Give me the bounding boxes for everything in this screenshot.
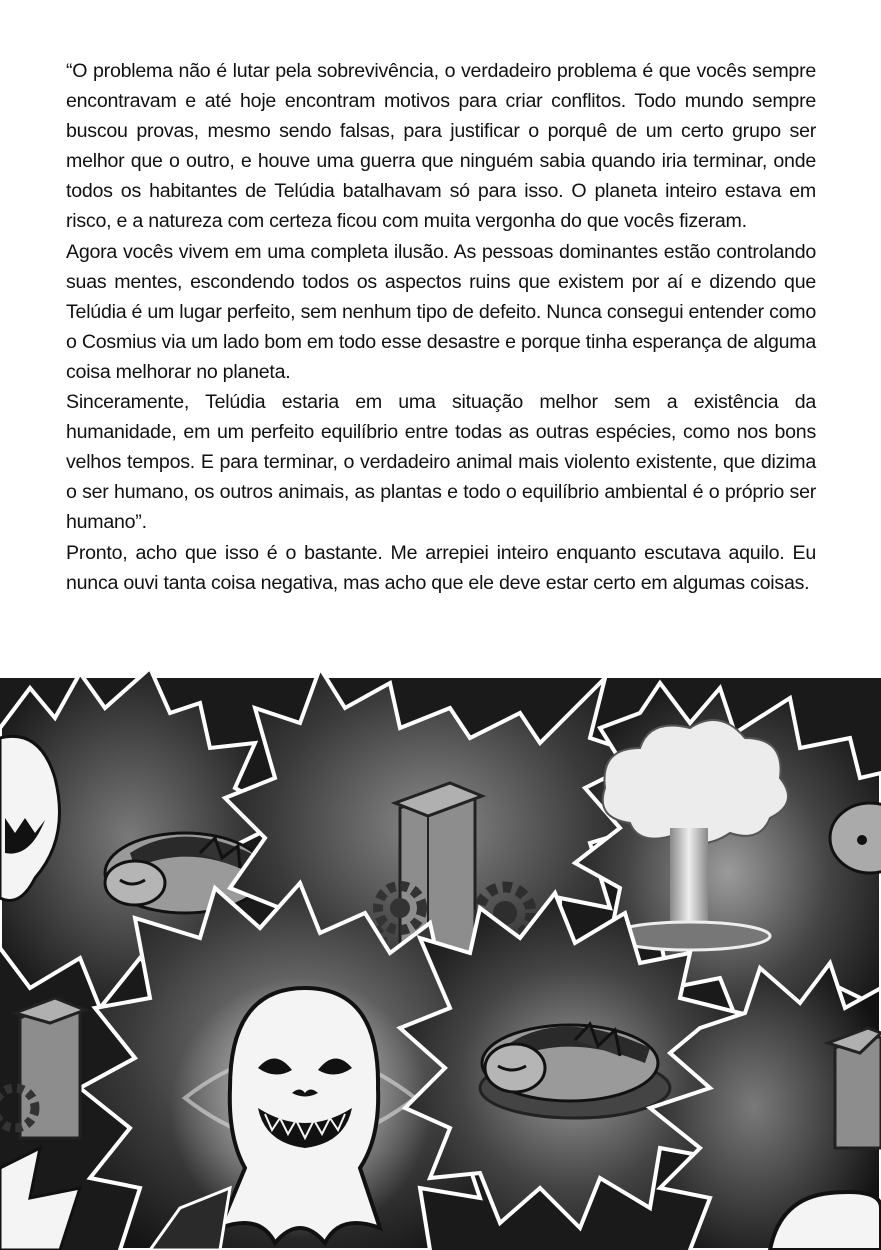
factory-chimney-icon	[828, 1028, 881, 1148]
paragraph-3: Sinceramente, Telúdia estaria em uma situação melhor sem a existência da humanidade, em um perfeito equilíbrio entre todas as outras espécies, como nos bons velhos tempos. E para terminar, o verdadeiro animal mais violento existente, que dizima o ser humano, os outros animais, as plantas e todo o equilíbrio ambiental é o próprio ser humano”.	[66, 391, 816, 534]
manga-illustration	[0, 668, 881, 1250]
sleeping-animal-icon	[482, 1024, 658, 1101]
paragraph-4: Pronto, acho que isso é o bastante. Me arrepiei inteiro enquanto escutava aquilo. Eu nunca ouvi tanta coisa negativa, mas acho que ele deve estar certo em algumas coisas.	[66, 541, 816, 594]
paragraph-2: Agora vocês vivem em uma completa ilusão. As pessoas dominantes estão controlando suas mentes, escondendo todos os aspectos ruins que existem por aí e dizendo que Telúdia é um lugar perfeito, sem nenhum tipo de defeito. Nunca consegui entender como o Cosmius via um lado bom em todo esse desastre e porque tinha esperança de alguma coisa melhorar no planeta.	[66, 240, 816, 383]
paragraph-1: “O problema não é lutar pela sobrevivência, o verdadeiro problema é que vocês sempre encontravam e até hoje encontram motivos para criar conflitos. Todo mundo sempre buscou provas, mesmo sendo falsas, para justificar o porquê de um certo grupo ser melhor que o outro, e houve uma guerra que ninguém sabia quando iria terminar, onde todos os habitantes de Telúdia batalhavam só para isso. O planeta inteiro estava em risco, e a natureza com certeza ficou com muita vergonha do que vocês fizeram.	[66, 60, 816, 233]
illustration-svg	[0, 668, 881, 1250]
story-text	[66, 56, 816, 598]
grinning-ghost-icon	[220, 988, 380, 1243]
